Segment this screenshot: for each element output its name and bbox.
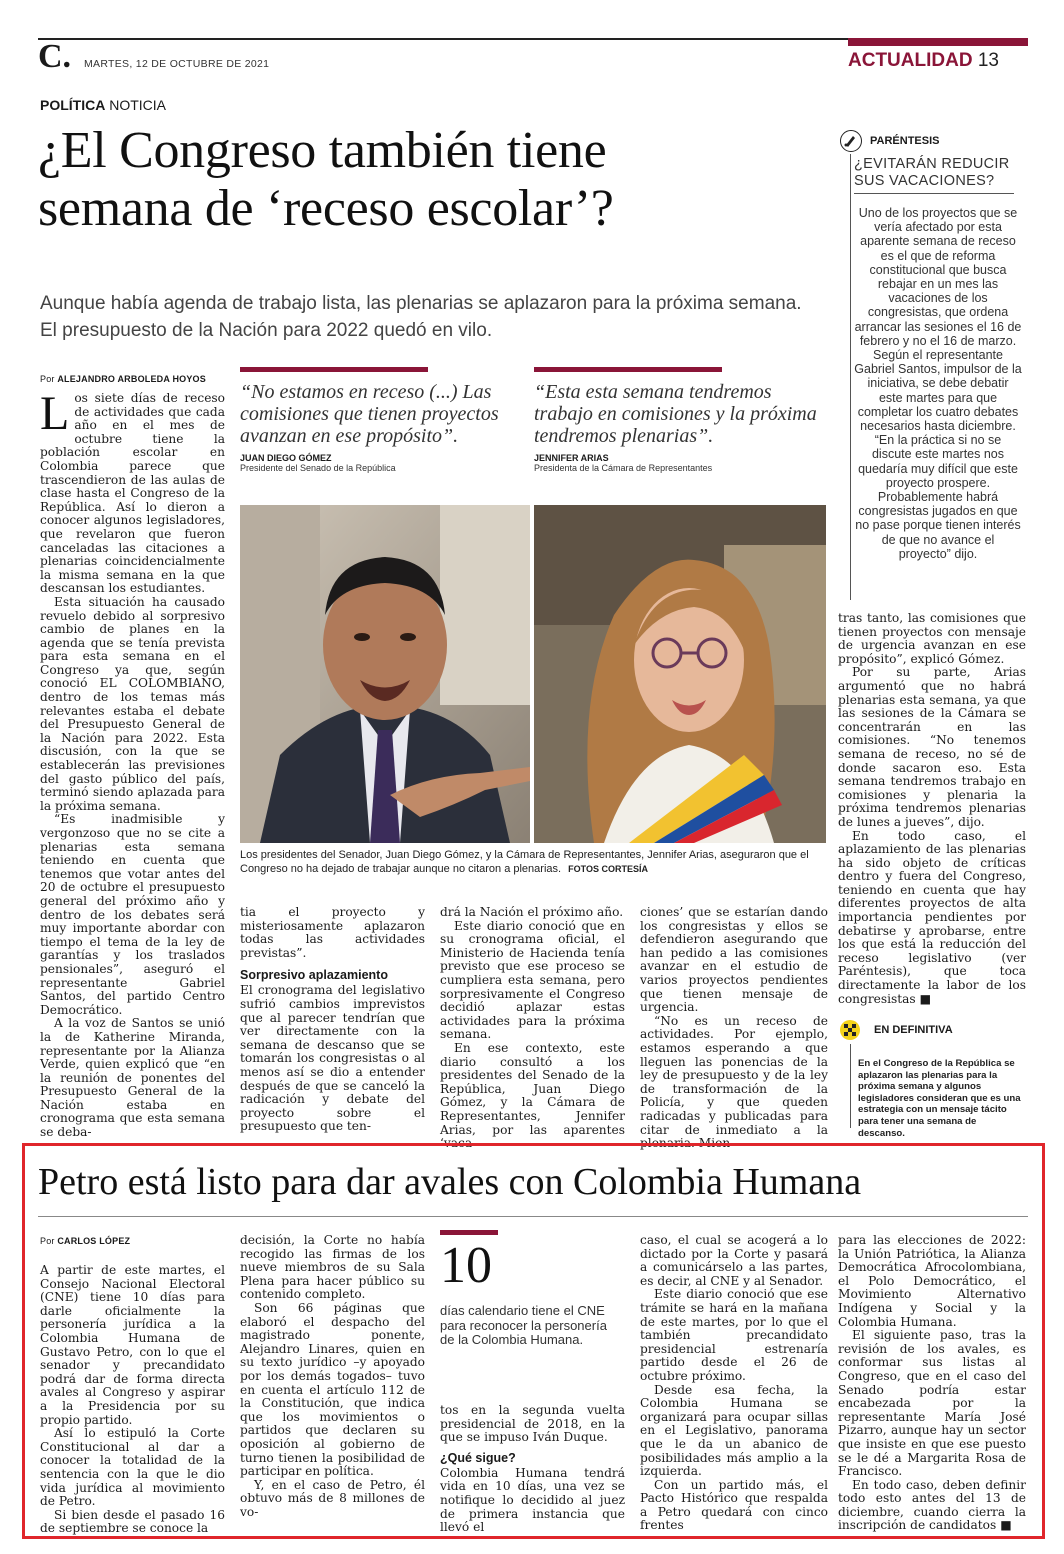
pull-quote-arias — [534, 381, 824, 473]
photo-juan-diego-gomez — [240, 505, 530, 843]
paragraph: Si bien desde el pasado 16 de septiembre se conoce la — [40, 1507, 225, 1536]
article2-headline-rule — [38, 1216, 1028, 1217]
en-definitiva-label: EN DEFINITIVA — [874, 1024, 953, 1036]
article2-column-4 — [640, 1234, 828, 1533]
paragraph: Este diario conoció que ese trámite se hará en la mañana de este martes, por lo que el también precandidato presidencial estrenaría partido desde el 26 de octubre próximo. — [640, 1287, 828, 1383]
stat-text: días calendario tiene el CNE para reconocer la personería de la Colombia Humana. — [440, 1303, 607, 1347]
paragraph: drá la Nación el próximo año. — [440, 905, 624, 919]
parentesis-divider — [854, 193, 1014, 194]
quote-author: JENNIFER ARIAS — [534, 453, 609, 463]
quote-rule — [240, 367, 428, 372]
paragraph: El cronograma del legislativo sufrió cambios imprevistos que al parecer tendrían que ver directamente con la semana de descanso que se tomarán los congresistas o al menos así se dio a entender después de que se canceló la radicación y debate del proyecto sobre el presupuesto que ten- — [240, 983, 425, 1134]
paragraph: El siguiente paso, tras la revisión de los avales, es conformar sus listas al Congreso, que en el caso del Senado podría estar encabezada por la representante María José Pizarro, aunque hay un sector que insiste en que ese puesto se le dé a Margarita Rosa de Francisco. — [838, 1328, 1026, 1479]
parentesis-title: ¿EVITARÁN REDUCIR SUS VACACIONES? — [854, 156, 1010, 189]
parentesis-text: Uno de los proyectos que se vería afectado por esta aparente semana de receso es el que de reforma constitucional que busca rebajar en un mes las vacaciones de los congresistas, que ordena arrancar las sesiones el 16 de febrero y no el 16 de marzo. Según el representante Gabriel Santos, impulsor de la iniciativa, se debe debatir este martes para que completar los cuatro debates necesarios hasta diciembre. “En la práctica si no se discute este martes nos quedaría muy difícil que este proyecto prospere. Probablemente habrá congresistas jugados en que no pase porque tienen interés de que no avance el proyecto” dijo. — [854, 206, 1022, 561]
photo-jennifer-arias — [534, 505, 826, 843]
section-label: ACTUALIDAD 13 — [848, 50, 999, 71]
paragraph: Colombia Humana tendrá vida en 10 días, una vez se notifique lo decidido al juez de primera instancia que llevó el — [440, 1465, 625, 1535]
paragraph: caso, el cual se acogerá a lo dictado por la Corte y pasará a comunicárselo a las partes, es decir, al CNE y al Senador. — [640, 1233, 828, 1288]
paragraph: tos en la segunda vuelta presidencial de 2018, en la que se impuso Iván Duque. — [440, 1403, 625, 1445]
dropcap: L — [40, 387, 70, 440]
pull-quote-gomez — [240, 381, 525, 473]
article2-byline: Por CARLOS LÓPEZ — [40, 1236, 131, 1246]
article1-column-5 — [838, 612, 1026, 1006]
article-headline: ¿El Congreso también tiene semana de ‘receso escolar’? — [38, 122, 614, 237]
header-date: MARTES, 12 DE OCTUBRE DE 2021 — [84, 58, 270, 70]
quote-text: “Esta esta semana tendremos trabajo en comisiones y la próxima tendremos plenarias”. — [534, 381, 817, 447]
parentesis-label: PARÉNTESIS — [870, 135, 940, 147]
caption-text: Los presidentes del Senador, Juan Diego Gómez, y la Cámara de Representantes, Jennifer Arias, aseguraron que el Congreso no ha dejado de trabajar aunque no citaron a plenarias. — [240, 849, 809, 875]
article2-column-2 — [240, 1234, 425, 1519]
en-definitiva-box — [838, 1018, 1028, 1139]
en-definitiva-text: En el Congreso de la República se aplazaron las plenarias para la próxima semana y algunos legisladores consideran que es una estrategia con un mensaje tácito para tener una semana de descanso. — [858, 1058, 1021, 1139]
paragraph: A la voz de Santos se unió la de Katherine Miranda, representante por la Alianza Verde, quien explicó que “en la reunión de ponentes del Presupuesto General de la Nación estaba en cronograma que esta semana se deba- — [40, 1016, 225, 1140]
checkerboard-icon — [840, 1020, 860, 1040]
paragraph: Son 66 páginas que elaboró el despacho del magistrado ponente, Alejandro Linares, quien en su texto jurídico –y apoyado por los demás togados– tuvo en cuenta el artículo 112 de la Constitución, que indica que los movimientos o partidos que declaren su oposición al gobierno de turno tienen la posibilidad de participar en política. — [240, 1300, 425, 1479]
article1-column-4 — [640, 906, 828, 1151]
en-definitiva-rule — [850, 1044, 851, 1128]
photo-credit: FOTOS CORTESÍA — [568, 864, 648, 874]
paragraph: En todo caso, deben definir todo esto antes del 13 de diciembre, cuando cierra la inscripción de candidatos ■ — [838, 1477, 1026, 1533]
paragraph: Este diario conoció que en su cronograma oficial, el Ministerio de Hacienda tenía previsto que ese proceso se cumpliera esta semana, pero sorpresivamente el Congreso decidió aplazar estas actividades para la próxima semana. — [440, 918, 625, 1042]
paragraph: os siete días de receso de actividades que cada año en el mes de octubre tiene la población escolar en Colombia parece que trascendieron de las aulas de clase hasta el Congreso de la República. Así lo dieron a conocer algunos legisladores, que revelaron que fueron canceladas las citaciones a plenarias coincidencialmente la misma semana en la que descansan los estudiantes. — [40, 391, 225, 596]
article1-column-1 — [40, 387, 225, 1140]
logo-c-icon: C. — [38, 38, 72, 75]
article2-column-1 — [40, 1264, 225, 1536]
article2-headline: Petro está listo para dar avales con Colombia Humana — [38, 1161, 862, 1203]
paragraph: En todo caso, el aplazamiento de las plenarias ha sido objeto de críticas dentro y fuera del Congreso, teniendo en cuenta que hay diferentes proyectos de alta importancia pendientes por debatirse y aprobarse, entre los que está la reducción del receso legislativo (ver Paréntesis), que toca directamente la labor de los congresistas ■ — [838, 828, 1026, 1006]
quote-rule — [534, 367, 722, 372]
paragraph: tras tanto, las comisiones que tienen proyectos con mensaje de urgencia avanzan en ese propósito”, explicó Gómez. — [838, 611, 1026, 666]
paragraph: En ese contexto, este diario consultó a los presidentes del Senado de la República, Juan Diego Gómez, y la Cámara de Representantes, Jennifer Arias, por las aparentes ‘vaca- — [440, 1040, 625, 1151]
quote-author-role: Presidente del Senado de la República — [240, 463, 396, 473]
parentesis-box — [838, 130, 1028, 606]
stat-rule — [440, 1230, 498, 1235]
parentesis-title-rule — [850, 154, 851, 600]
article1-column-3 — [440, 906, 625, 1151]
article2-column-5 — [838, 1234, 1026, 1533]
section-marker — [848, 38, 1028, 46]
quote-text: “No estamos en receso (...) Las comisiones que tienen proyectos avanzan en ese propósito”. — [240, 381, 499, 447]
paragraph: ciones’ que se estarían dando los congresistas y ellos se defendieron asegurando que han pedido a las comisiones avanzar en el estudio de varios proyectos pendientes que tienen mensaje de urgencia. — [640, 905, 828, 1015]
paragraph: tia el proyecto y misteriosamente aplazaron todas las actividades previstas”. — [240, 905, 425, 960]
subhead: Sorpresivo aplazamiento — [240, 968, 388, 983]
quote-author-role: Presidenta de la Cámara de Representantes — [534, 463, 713, 473]
paragraph: Con un partido más, el Pacto Histórico que respalda a Petro quedará con cinco frentes — [640, 1477, 828, 1533]
paragraph: Por su parte, Arias argumentó que no habrá plenarias esta semana, ya que las sesiones de la Cámara se concentrarán en las comisiones. “No tenemos semana de receso, no sé de donde sacaron eso. Esta semana tendremos trabajo en comisiones y plenaria la próxima tendremos plenarias de lunes a jueves”, dijo. — [838, 665, 1026, 829]
parentesis-text-box — [854, 206, 1022, 561]
article-dek: Aunque había agenda de trabajo lista, las plenarias se aplazaron para la próxima semana. El presupuesto de la Nación para 2022 quedó en vilo. — [40, 293, 802, 341]
paragraph: “No es un receso de actividades. Por ejemplo, estamos esperando a que lleguen las ponencias de la ley de presupuesto y de la ley de transformación de la Policía, y que queden radicadas y publicadas para citar de inmediato a la plenaria. Mien- — [640, 1013, 828, 1151]
photo-caption — [240, 848, 830, 876]
paragraph: para las elecciones de 2022: la Unión Patriótica, la Alianza Democrática Afrocolombiana, el Polo Democrático, el Movimiento Alternativo Indígena y Social y la Colombia Humana. — [838, 1233, 1026, 1329]
byline: Por ALEJANDRO ARBOLEDA HOYOS — [40, 374, 206, 384]
subhead: ¿Qué sigue? — [440, 1450, 516, 1465]
article1-column-2 — [240, 906, 425, 1134]
stat-number: 10 — [440, 1237, 492, 1294]
pen-nib-icon — [840, 130, 862, 152]
article2-column-3 — [440, 1404, 625, 1535]
article-kicker: POLÍTICA NOTICIA — [40, 97, 167, 113]
paragraph: A partir de este martes, el Consejo Nacional Electoral (CNE) tiene 10 días para darle oficialmente la personería jurídica a la Colombia Humana de Gustavo Petro, con lo que el senador y precandidato podrá dar de forma directa avales al Congreso y aspirar a la Presidencia por su propio partido. — [40, 1263, 225, 1427]
paragraph: Desde esa fecha, la Colombia Humana se organizará para ocupar sillas en el Legislativo, panorama que le da un abanico de posibilidades más amplio a la izquierda. — [640, 1382, 828, 1479]
paragraph: Y, en el caso de Petro, él obtuvo más de 8 millones de vo- — [240, 1477, 425, 1519]
paragraph: Esta situación ha causado revuelo debido al sorpresivo cambio de planes en la agenda que se tenía prevista para esta semana en el Congreso ya que, según conoció EL COLOMBIANO, dentro de los temas más relevantes estaba el debate del Presupuesto General de la Nación para 2022. Esta discusión, con la que se establecerán las previsiones del gasto público del país, terminó siendo aplazada para la próxima semana. — [40, 594, 225, 813]
quote-author: JUAN DIEGO GÓMEZ — [240, 453, 332, 463]
paragraph: decisión, la Corte no había recogido las firmas de los nueve miembros de su Sala Plena para hacer público su contenido completo. — [240, 1233, 425, 1302]
paragraph: Así lo estipuló la Corte Constitucional al dar a conocer la totalidad de la sentencia con la que le dio vida jurídica al movimiento de Petro. — [40, 1426, 225, 1509]
paragraph: “Es inadmisible y vergonzoso que no se cite a plenarias esta semana teniendo en cuenta que tenemos que votar antes del 20 de octubre el presupuesto general del próximo año y dentro de los debates será muy importante abordar con tiempo el tema de la ley de garantías y los traslados pensionales”, aseguró el representante Gabriel Santos, del partido Centro Democrático. — [40, 812, 225, 1017]
